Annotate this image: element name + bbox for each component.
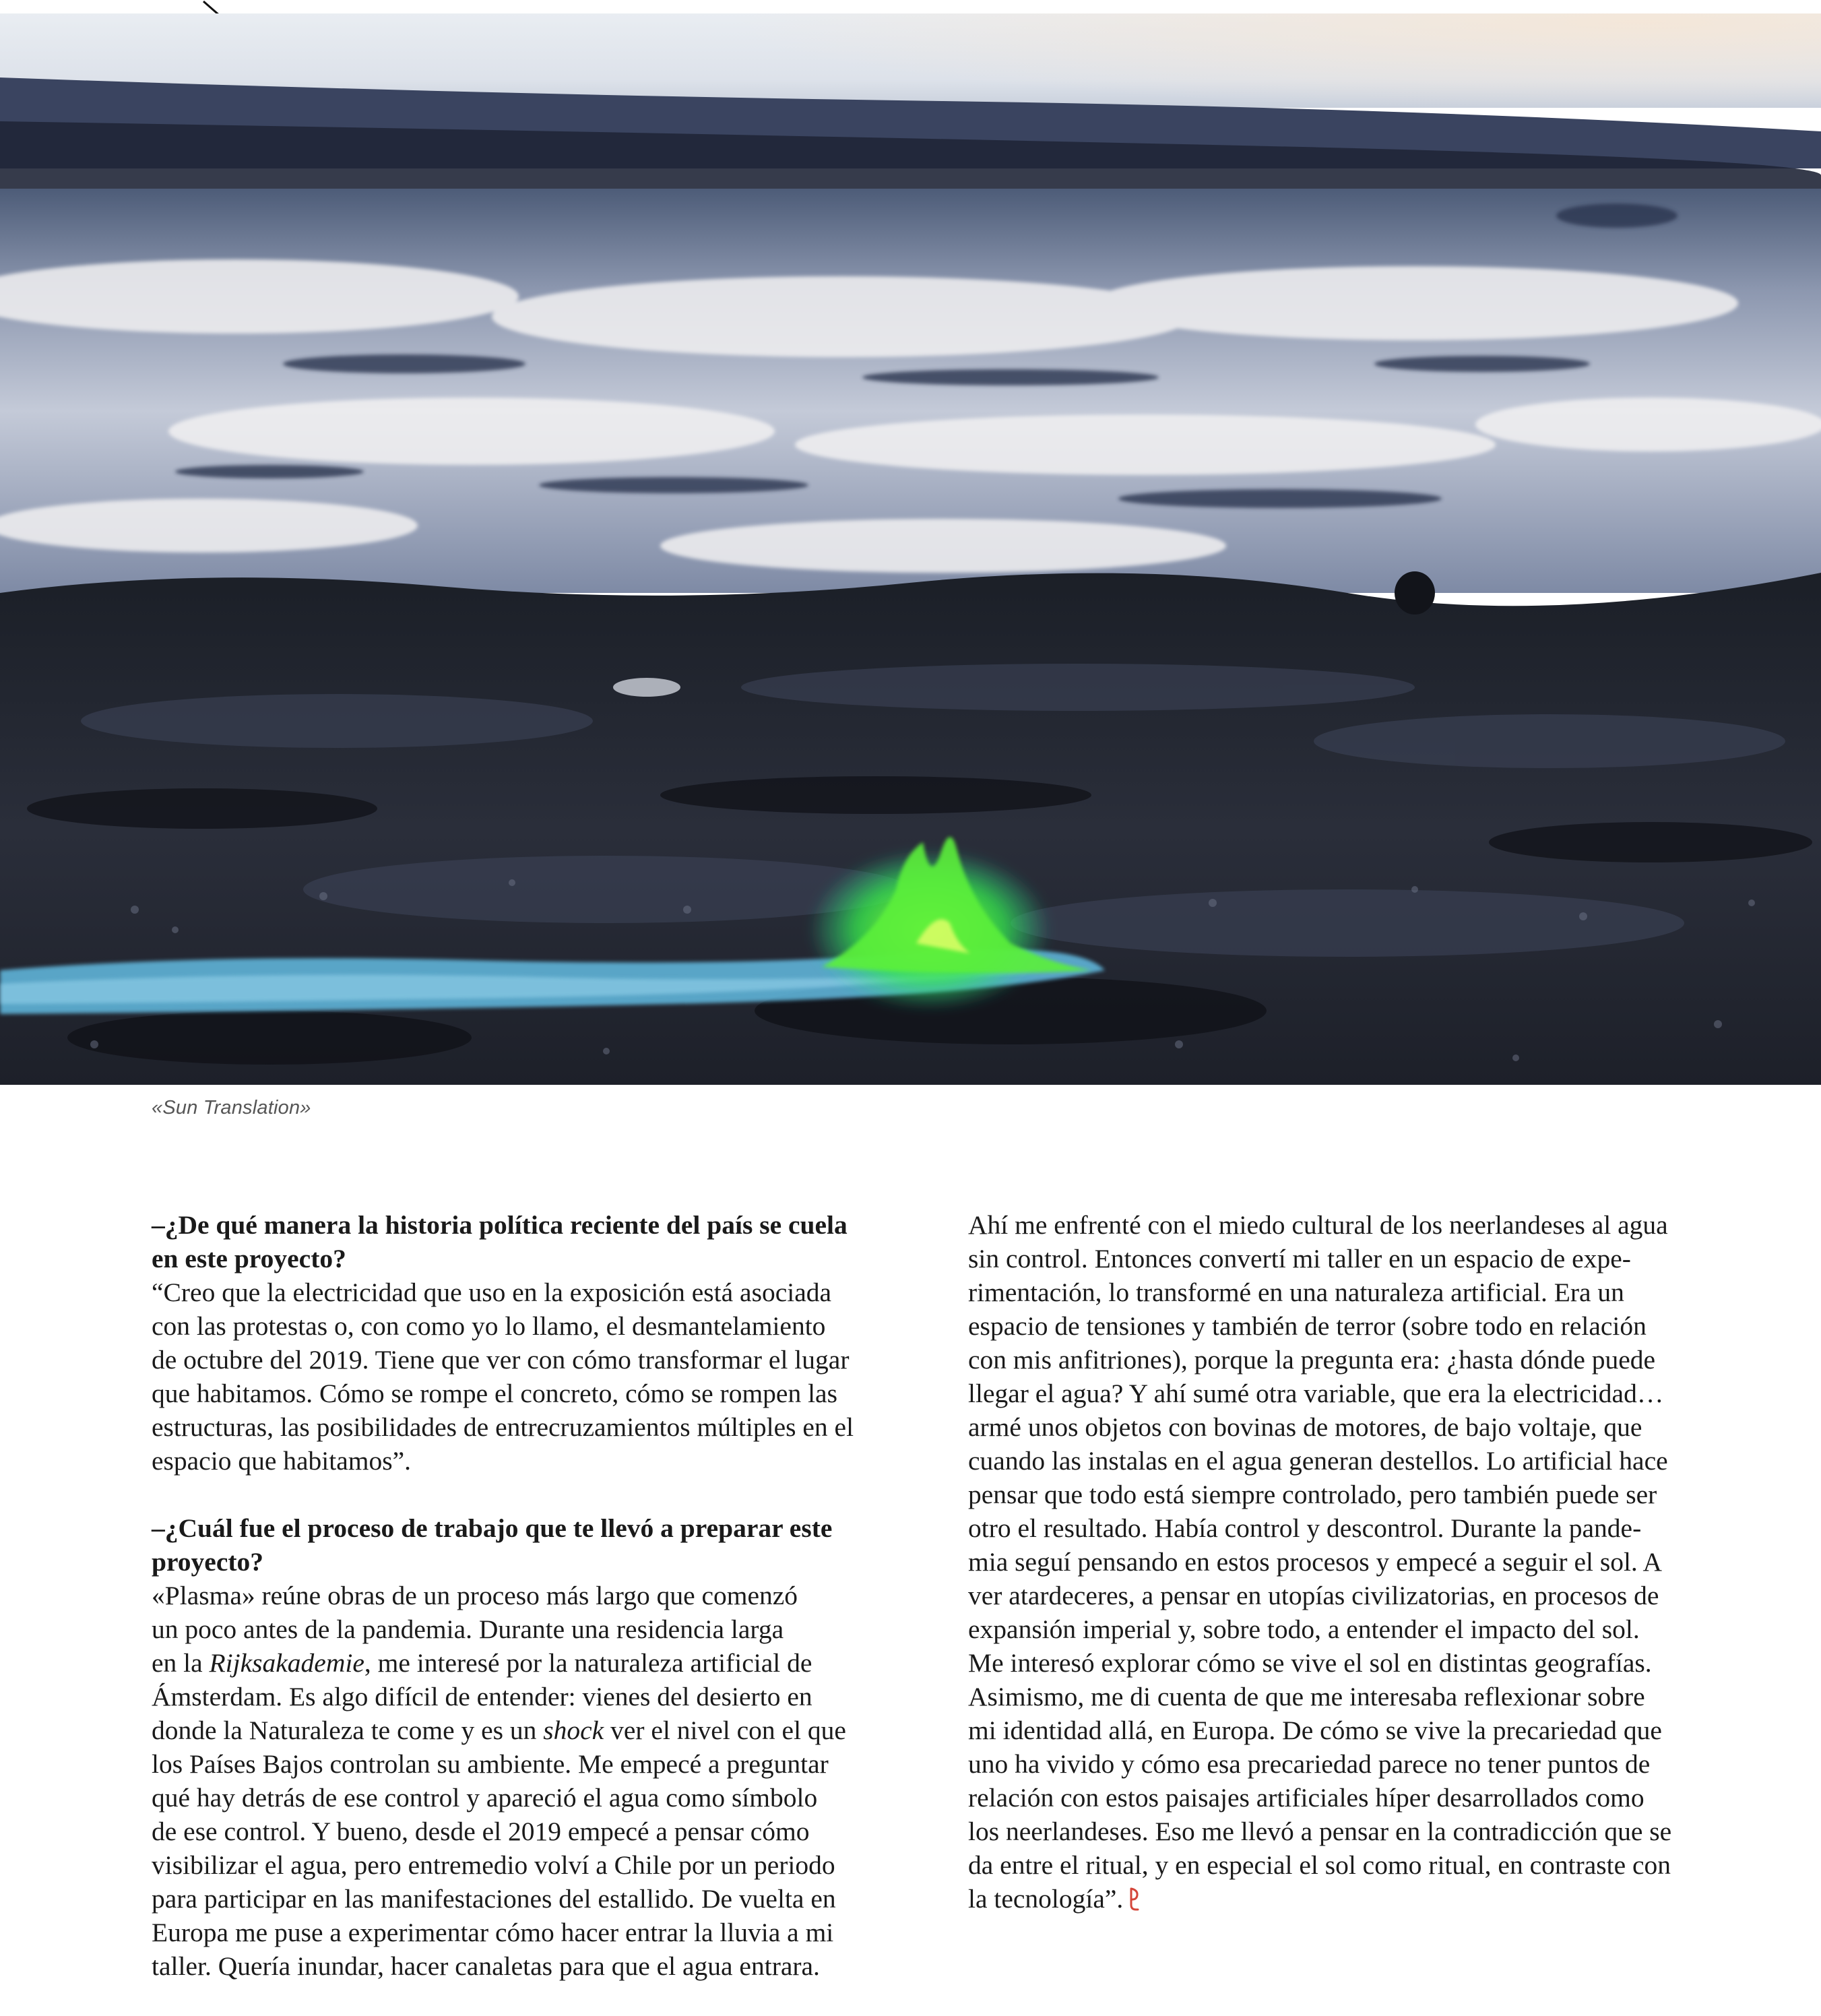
body-line: espacio de tensiones y también de terror (sobre todo en relación <box>968 1311 1647 1341</box>
answer-1-line: “Creo que la electricidad que uso en la exposición está asociada <box>152 1278 832 1307</box>
question-1-line: –¿De qué manera la historia política reciente del país se cuela <box>152 1210 848 1240</box>
body-line: mia seguí pensando en estos procesos y empecé a seguir el sol. A <box>968 1547 1663 1577</box>
answer-1-line: con las protestas o, con como yo lo llamo, el desmantelamiento <box>152 1311 826 1341</box>
end-mark-icon <box>1127 1887 1142 1912</box>
body-line: Ahí me enfrenté con el miedo cultural de los neerlandeses al agua <box>968 1210 1668 1240</box>
question-2-line: –¿Cuál fue el proceso de trabajo que te llevó a preparar este <box>152 1513 833 1543</box>
answer-2-line: un poco antes de la pandemia. Durante una residencia larga <box>152 1614 784 1644</box>
answer-1-line: que habitamos. Cómo se rompe el concreto, cómo se rompen las <box>152 1379 837 1408</box>
body-line: con mis anfitriones), porque la pregunta era: ¿hasta dónde puede <box>968 1345 1656 1375</box>
answer-2-line: de ese control. Y bueno, desde el 2019 empecé a pensar cómo <box>152 1817 810 1846</box>
body-line: otro el resultado. Había control y descontrol. Durante la pande- <box>968 1513 1642 1543</box>
answer-2-line: los Países Bajos controlan su ambiente. Me empecé a preguntar <box>152 1749 829 1779</box>
answer-2-line <box>152 1713 893 1747</box>
answer-1-line: de octubre del 2019. Tiene que ver con cómo transformar el lugar <box>152 1345 850 1375</box>
answer-2-line: qué hay detrás de ese control y apareció el agua como símbolo <box>152 1783 818 1813</box>
answer-2-line: Ámsterdam. Es algo difícil de entender: vienes del desierto en <box>152 1682 812 1711</box>
italic-term-rijksakademie: Rijksakademie <box>209 1648 364 1678</box>
body-line: mi identidad allá, en Europa. De cómo se vive la precariedad que <box>968 1715 1662 1745</box>
answer-2-line <box>152 1646 893 1680</box>
body-line: Asimismo, me di cuenta de que me interesaba reflexionar sobre <box>968 1682 1645 1711</box>
body-line: Me interesó explorar cómo se vive el sol en distintas geografías. <box>968 1648 1652 1678</box>
text-run: en la <box>152 1648 210 1678</box>
body-line: expansión imperial y, sobre todo, a entender el impacto del sol. <box>968 1614 1640 1644</box>
body-line: armé unos objetos con bovinas de motores, de bajo voltaje, que <box>968 1412 1642 1442</box>
answer-2-line: visibilizar el agua, pero entremedio volví a Chile por un periodo <box>152 1850 835 1880</box>
answer-2-line: Europa me puse a experimentar cómo hacer entrar la lluvia a mi <box>152 1918 834 1947</box>
answer-1-line: espacio que habitamos”. <box>152 1446 411 1476</box>
body-line: llegar el agua? Y ahí sumé otra variable, que era la electricidad… <box>968 1379 1664 1408</box>
text-run: la tecnología”. <box>968 1884 1124 1914</box>
text-run: , me interesé por la naturaleza artificial de <box>364 1648 812 1678</box>
body-line: relación con estos paisajes artificiales híper desarrollados como <box>968 1783 1644 1813</box>
body-line: ver atardeceres, a pensar en utopías civilizatorias, en procesos de <box>968 1581 1659 1610</box>
left-column <box>152 1208 893 1983</box>
italic-term-shock: shock <box>543 1715 604 1745</box>
body-line: sin control. Entonces convertí mi taller en un espacio de expe- <box>968 1244 1631 1273</box>
answer-2-line: taller. Quería inundar, hacer canaletas para que el agua entrara. <box>152 1951 820 1981</box>
text-run: donde la Naturaleza te come y es un <box>152 1715 544 1745</box>
question-2-line: proyecto? <box>152 1547 264 1577</box>
body-line: los neerlandeses. Eso me llevó a pensar en la contradicción que se <box>968 1817 1672 1846</box>
answer-2-line: «Plasma» reúne obras de un proceso más largo que comenzó <box>152 1581 798 1610</box>
body-line: rimentación, lo transformé en una naturaleza artificial. Era un <box>968 1278 1624 1307</box>
body-line: da entre el ritual, y en especial el sol como ritual, en contraste con <box>968 1850 1671 1880</box>
answer-2-line: para participar en las manifestaciones del estallido. De vuelta en <box>152 1884 836 1914</box>
body-line: cuando las instalas en el agua generan destellos. Lo artificial hace <box>968 1446 1668 1476</box>
body-line: uno ha vivido y cómo esa precariedad parece no tener puntos de <box>968 1749 1651 1779</box>
body-line-last <box>968 1882 1709 1916</box>
body-line: pensar que todo está siempre controlado, pero también puede ser <box>968 1480 1657 1509</box>
question-1-line: en este proyecto? <box>152 1244 346 1273</box>
beach-photo <box>0 13 1821 1085</box>
right-column <box>968 1208 1709 1916</box>
paragraph-gap <box>152 1478 893 1511</box>
answer-1-line: estructuras, las posibilidades de entrecruzamientos múltiples en el <box>152 1412 854 1442</box>
text-run: ver el nivel con el que <box>604 1715 846 1745</box>
photo-caption: «Sun Translation» <box>152 1097 311 1119</box>
